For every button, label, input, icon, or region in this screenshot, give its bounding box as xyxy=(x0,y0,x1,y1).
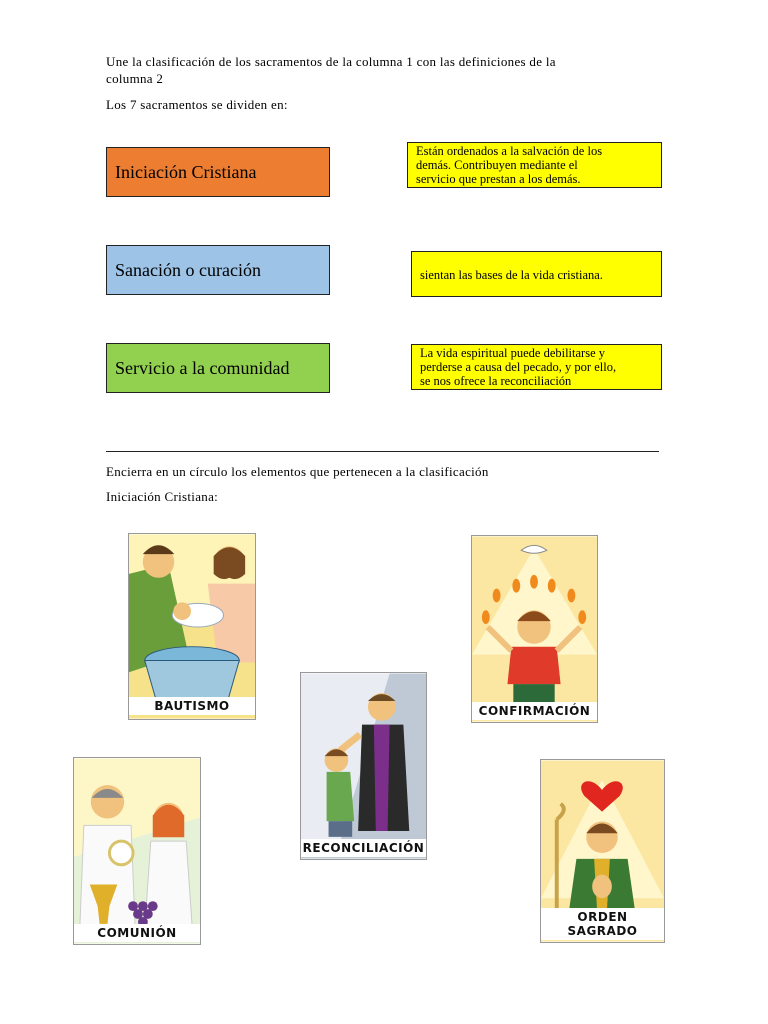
definition-line: se nos ofrece la reconciliación xyxy=(420,374,572,388)
category-box-servicio xyxy=(106,343,330,393)
intro-text: Los 7 sacramentos se dividen en: xyxy=(106,97,288,112)
definition-line: servicio que prestan a los demás. xyxy=(416,172,581,186)
card-label: RECONCILIACIÓN xyxy=(302,841,425,855)
card-label: COMUNIÓN xyxy=(74,924,200,942)
definition-line: demás. Contribuyen mediante el xyxy=(416,158,578,172)
category-box-sanacion xyxy=(106,245,330,295)
communion-illustration xyxy=(74,758,200,944)
definition-box-2 xyxy=(411,251,662,297)
category-label: Sanación o curación xyxy=(115,259,261,280)
definition-line: perderse a causa del pecado, y por ello, xyxy=(420,360,617,374)
category-label: Iniciación Cristiana xyxy=(115,161,257,182)
definition-box-1 xyxy=(407,142,662,188)
card-label: BAUTISMO xyxy=(129,697,255,715)
card-bautismo[interactable] xyxy=(128,533,256,720)
card-label: CONFIRMACIÓN xyxy=(472,702,597,720)
category-label: Servicio a la comunidad xyxy=(115,357,290,378)
instruction-line-1: Une la clasificación de los sacramentos de la columna 1 con las definiciones de la xyxy=(106,54,556,69)
confirmation-illustration xyxy=(472,536,597,722)
part2-heading: Iniciación Cristiana: xyxy=(106,489,219,504)
card-reconciliacion[interactable] xyxy=(300,672,427,860)
definition-line: Están ordenados a la salvación de los xyxy=(416,144,603,158)
category-box-iniciacion xyxy=(106,147,330,197)
definition-line: La vida espiritual puede debilitarse y xyxy=(420,346,606,360)
baptism-illustration xyxy=(129,534,255,719)
reconciliation-illustration xyxy=(301,673,426,859)
card-orden-sagrado[interactable] xyxy=(540,759,665,943)
instruction-line-2: columna 2 xyxy=(106,71,164,86)
card-confirmacion[interactable] xyxy=(471,535,598,723)
definition-line: sientan las bases de la vida cristiana. xyxy=(420,267,603,282)
divider-line xyxy=(106,451,659,452)
card-comunion[interactable] xyxy=(73,757,201,945)
definition-box-3 xyxy=(411,344,662,390)
part2-instruction: Encierra en un círculo los elementos que pertenecen a la clasificación xyxy=(106,464,489,479)
card-label: ORDEN SAGRADO xyxy=(541,908,664,940)
